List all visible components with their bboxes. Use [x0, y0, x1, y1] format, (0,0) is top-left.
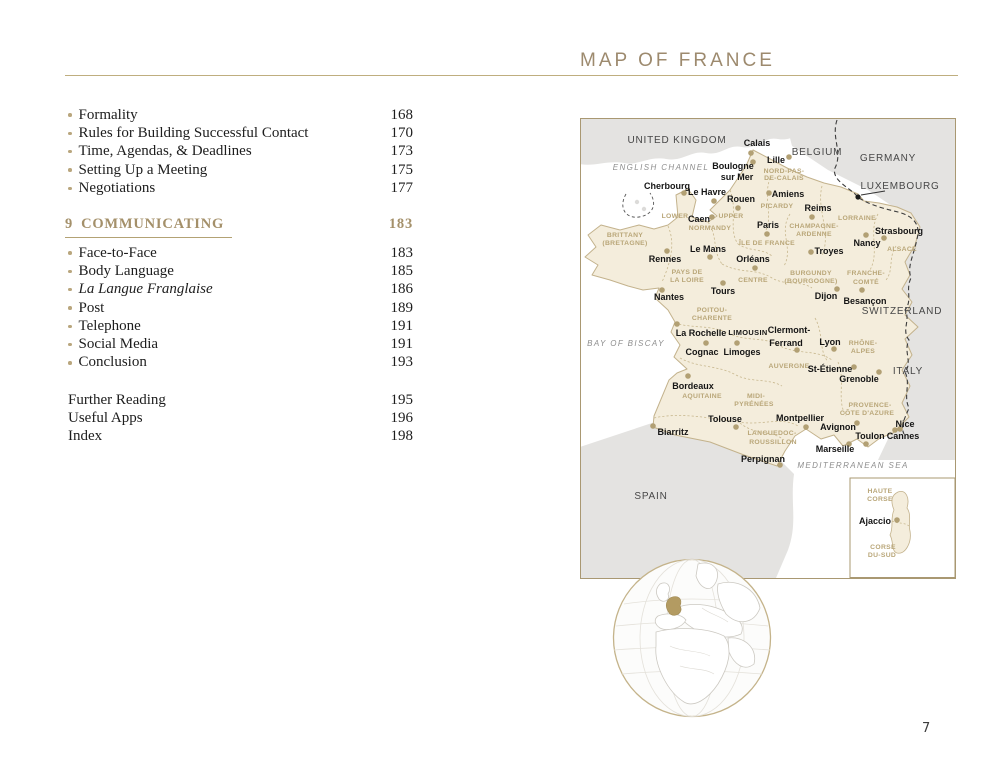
toc-section-2	[65, 244, 413, 372]
city-label: Limoges	[723, 347, 761, 357]
toc-item	[65, 143, 413, 161]
country-label-germany: GERMANY	[859, 153, 917, 164]
city-label: Reims	[804, 203, 832, 213]
city-label: Rouen	[727, 194, 755, 204]
toc-item	[65, 391, 413, 409]
luxembourg-dot	[855, 194, 860, 199]
city-label: Orléans	[736, 254, 770, 264]
region-label: ALSACE	[887, 246, 917, 253]
city-label: sur Mer	[720, 172, 754, 182]
region-label-limousin: LIMOUSIN	[728, 328, 768, 337]
city-label: Cherbourg	[644, 181, 690, 191]
country-label-spain: SPAIN	[634, 491, 668, 502]
bullet-icon	[68, 150, 72, 154]
country-label-luxembourg: LUXEMBOURG	[860, 181, 940, 192]
toc-item-page: 196	[390, 409, 413, 426]
toc-item-page: 175	[390, 161, 413, 178]
toc-item	[65, 299, 413, 317]
globe-locator	[610, 556, 774, 720]
region-label: COMTÉ	[852, 279, 880, 286]
bullet-icon	[68, 306, 72, 310]
toc-item-page: 189	[390, 299, 413, 316]
toc-item-label: La Langue Franglaise	[78, 281, 213, 298]
region-label: CENTRE	[738, 277, 768, 284]
city-label: Nantes	[653, 292, 685, 302]
toc-item-label: Face-to-Face	[78, 244, 157, 261]
city-label: Avignon	[820, 422, 856, 432]
toc-item-label: Index	[68, 428, 103, 445]
sea-label-mediterranean: MEDITERRANEAN SEA	[797, 461, 909, 470]
toc-item	[65, 124, 413, 142]
city-label: Bordeaux	[672, 381, 714, 391]
city-label: Nice	[895, 419, 915, 429]
toc-item-page: 193	[390, 354, 413, 371]
toc-item	[65, 354, 413, 372]
region-label: PYRÉNÉES	[734, 401, 774, 408]
region-label: CORSE	[867, 496, 893, 503]
region-label: LANGUEDOC-	[747, 430, 797, 437]
city-label: Le Havre	[687, 187, 727, 197]
toc-item	[65, 161, 413, 179]
toc-item-label: Social Media	[78, 336, 159, 353]
city-label: Tolouse	[708, 414, 742, 424]
region-label: CHARENTE	[691, 315, 733, 322]
toc-item-label: Conclusion	[78, 354, 147, 371]
bullet-icon	[68, 361, 72, 365]
city-label: Toulon	[855, 431, 885, 441]
region-label: NORMANDY	[688, 225, 732, 232]
toc-item-label: Further Reading	[68, 391, 166, 408]
city-label: Paris	[756, 220, 780, 230]
toc-item-label: Negotiations	[78, 179, 156, 196]
france-map	[580, 118, 956, 579]
toc-item-label: Post	[78, 299, 105, 316]
region-label: CORSE	[870, 544, 896, 551]
region-label: CÔTE D'AZURE	[839, 410, 895, 417]
region-label: LORRAINE	[838, 215, 876, 222]
toc-end-section	[65, 391, 413, 446]
city-label: Grenoble	[839, 374, 879, 384]
city-label: Biarritz	[657, 427, 689, 437]
toc-item-page: 186	[390, 281, 413, 298]
region-label: AQUITAINE	[682, 393, 722, 400]
toc-item	[65, 262, 413, 280]
city-label: Le Mans	[689, 244, 727, 254]
region-label: CHAMPAGNE-	[789, 223, 839, 230]
region-label: NORD-PAS-	[763, 168, 805, 175]
region-label: LOWER	[661, 213, 689, 220]
corsica-inset	[850, 478, 955, 578]
city-label: Lyon	[819, 337, 841, 347]
bullet-icon	[68, 270, 72, 274]
channel-island	[642, 207, 646, 211]
city-label: Caen	[687, 214, 711, 224]
region-label: (BOURGOGNE)	[784, 278, 838, 285]
city-label: Amiens	[771, 189, 805, 199]
city-label: Troyes	[814, 246, 844, 256]
region-label: RHÔNE-	[848, 340, 878, 347]
bullet-icon	[68, 187, 72, 191]
bullet-icon	[68, 132, 72, 136]
region-label: PICARDY	[760, 203, 794, 210]
city-label: Montpellier	[775, 413, 825, 423]
region-label: PAYS DE	[671, 269, 703, 276]
toc-item-label: Telephone	[78, 317, 141, 334]
city-label: St-Étienne	[807, 364, 853, 374]
toc-item-page: 177	[390, 179, 413, 196]
bullet-icon	[68, 251, 72, 255]
region-label: HAUTE	[867, 488, 893, 495]
chapter-label: COMMUNICATING	[81, 216, 225, 232]
city-label: Dijon	[814, 291, 838, 301]
city-label: Marseille	[815, 444, 855, 454]
toc-section-1	[65, 106, 413, 197]
region-label: BURGUNDY	[790, 270, 832, 277]
channel-island	[635, 200, 639, 204]
city-dot-ajaccio	[894, 517, 900, 523]
city-label: Cannes	[886, 431, 920, 441]
toc-item-page: 183	[390, 244, 413, 261]
country-label-belgium: BELGIUM	[791, 147, 843, 158]
toc-item	[65, 317, 413, 335]
toc-item-page: 191	[390, 336, 413, 353]
header-rule	[65, 75, 958, 76]
toc-item	[65, 106, 413, 124]
toc-item-page: 195	[390, 391, 413, 408]
toc-item-page: 170	[390, 124, 413, 141]
toc-item-label: Rules for Building Successful Contact	[78, 124, 309, 141]
channel-islands-dashed-border	[623, 193, 654, 217]
toc-item-page: 168	[390, 106, 413, 123]
city-label: Boulogne	[712, 161, 754, 171]
region-label: ARDENNE	[796, 231, 832, 238]
toc-item-page: 198	[390, 428, 413, 445]
city-label: Besançon	[843, 296, 887, 306]
city-label: Cognac	[685, 347, 719, 357]
toc-item-page: 191	[390, 317, 413, 334]
toc-item-label: Body Language	[78, 262, 174, 279]
bullet-icon	[68, 325, 72, 329]
country-label-switzerland: SWITZERLAND	[861, 306, 943, 317]
toc-item-label: Time, Agendas, & Deadlines	[78, 143, 252, 160]
toc-item	[65, 335, 413, 353]
city-label: Nancy	[853, 238, 881, 248]
city-label: Ferrand	[769, 338, 803, 348]
toc-chapter-heading	[65, 216, 413, 238]
toc-item-page: 185	[390, 262, 413, 279]
region-label: AUVERGNE	[768, 363, 810, 370]
bullet-icon	[68, 343, 72, 347]
bullet-icon	[68, 288, 72, 292]
bullet-icon	[68, 168, 72, 172]
country-label-italy: ITALY	[892, 366, 924, 377]
city-label: Ajaccio	[858, 516, 891, 526]
region-label: PROVENCE-	[848, 402, 892, 409]
region-label: DU-SUD	[867, 552, 897, 559]
sea-label-bay-of-biscay: BAY OF BISCAY	[587, 339, 665, 348]
page-number: 7	[922, 721, 931, 736]
toc-item	[65, 244, 413, 262]
region-label: ÎLE DE FRANCE	[738, 240, 796, 247]
toc-item-label: Formality	[78, 106, 138, 123]
region-label: LA LOIRE	[670, 277, 704, 284]
region-label: MIDI-	[746, 393, 766, 400]
toc-item	[65, 428, 413, 446]
country-label-uk: UNITED KINGDOM	[627, 135, 727, 146]
chapter-number: 9	[65, 216, 74, 232]
chapter-title	[65, 216, 232, 238]
france-map-svg	[581, 119, 955, 578]
city-label: Clermont-	[767, 325, 811, 335]
city-label: Calais	[743, 138, 771, 148]
toc-item	[65, 409, 413, 427]
page-title: MAP OF FRANCE	[580, 50, 775, 71]
sea-label-english-channel: ENGLISH CHANNEL	[612, 163, 710, 172]
region-label: POITOU-	[696, 307, 728, 314]
region-label: ALPES	[850, 348, 876, 355]
bullet-icon	[68, 113, 72, 117]
region-label: BRITTANY	[606, 232, 644, 239]
city-label: Rennes	[648, 254, 682, 264]
city-label: La Rochelle	[675, 328, 727, 338]
city-label: Perpignan	[740, 454, 786, 464]
city-label: Strasbourg	[874, 226, 924, 236]
toc-item-page: 173	[390, 143, 413, 160]
region-label: DE-CALAIS	[764, 175, 804, 182]
region-label: (BRETAGNE)	[602, 240, 648, 247]
region-label: UPPER	[718, 213, 744, 220]
city-label: Tours	[710, 286, 736, 296]
region-label: ROUSSILLON	[749, 439, 797, 446]
toc-item	[65, 281, 413, 299]
toc-item-label: Setting Up a Meeting	[78, 161, 208, 178]
toc-item	[65, 179, 413, 197]
chapter-page: 183	[388, 216, 413, 232]
city-label: Lille	[766, 155, 786, 165]
region-label: FRANCHE-	[847, 270, 885, 277]
toc-item-label: Useful Apps	[68, 409, 143, 426]
